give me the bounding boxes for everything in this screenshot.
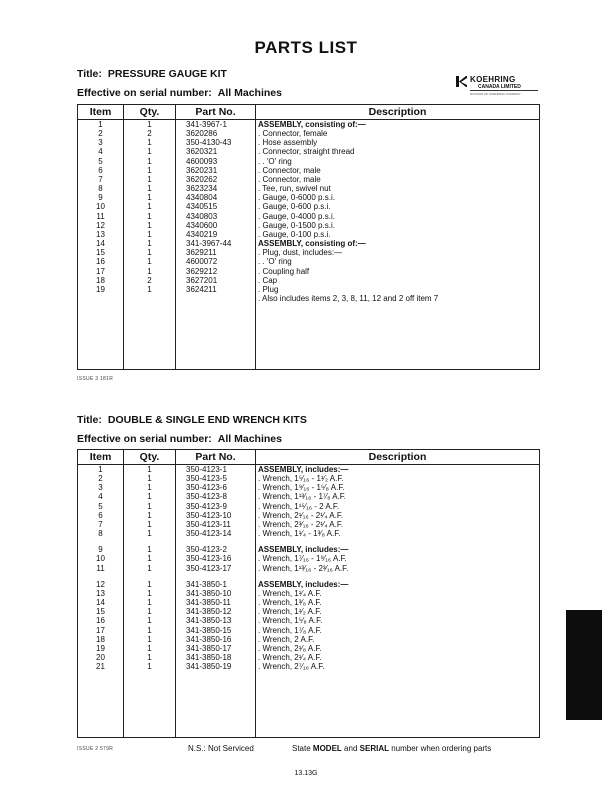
column-header-part-no: Part No.: [176, 450, 256, 465]
table-row: [78, 554, 540, 563]
table-row: [78, 221, 540, 230]
qty-cell: 1: [124, 616, 176, 625]
table-row: [78, 483, 540, 492]
description-cell: . Wrench, 1⁹⁄₁₆ - 1⁵⁄₈ A.F.: [258, 483, 345, 493]
table-row: [78, 502, 540, 511]
qty-cell: 1: [124, 580, 176, 589]
page-number: 13.13G: [294, 770, 318, 777]
item-cell: 7: [78, 175, 124, 184]
qty-cell: 1: [124, 554, 176, 563]
table-row: [78, 175, 540, 184]
item-cell: 9: [78, 545, 124, 554]
table-row: [78, 564, 540, 573]
part-number-cell: 4340803: [176, 212, 256, 221]
description-cell: . Hose assembly: [258, 138, 318, 148]
section2-title: DOUBLE & SINGLE END WRENCH KITS: [107, 414, 307, 426]
table-row: [78, 285, 540, 294]
table-row: [78, 267, 540, 276]
ordering-note: [292, 744, 491, 753]
qty-cell: 1: [124, 635, 176, 644]
item-cell: 14: [78, 598, 124, 607]
part-number-cell: 350-4123-9: [176, 502, 256, 511]
description-cell: . Wrench, 1³⁄₈ A.F.: [258, 598, 322, 608]
qty-cell: 1: [124, 511, 176, 520]
column-header-qty: Qty.: [124, 105, 176, 120]
table-row: [78, 573, 540, 580]
description-cell: . Wrench, 1¹⁄₄ A.F.: [258, 588, 322, 598]
part-number-cell: 3627201: [176, 276, 256, 285]
item-cell: 5: [78, 502, 124, 511]
table-row: [78, 212, 540, 221]
qty-cell: 1: [124, 221, 176, 230]
table-filler-row: [78, 671, 540, 737]
qty-cell: 1: [124, 230, 176, 239]
qty-cell: 1: [124, 175, 176, 184]
description-cell: . Also includes items 2, 3, 8, 11, 12 and 2 off item 7: [258, 293, 439, 303]
table-row: [78, 589, 540, 598]
description-cell: . Wrench, 2³⁄₁₆ - 2¹⁄₄ A.F.: [258, 519, 344, 529]
part-number-cell: 341-3850-1: [176, 580, 256, 589]
filler-cell: [124, 671, 176, 737]
qty-cell: 1: [124, 644, 176, 653]
column-header-item: Item: [78, 105, 124, 120]
part-number-cell: 3620286: [176, 129, 256, 138]
table-row: [78, 520, 540, 529]
part-number-cell: 341-3850-16: [176, 635, 256, 644]
filler-cell: [78, 671, 124, 737]
filler-cell: [124, 303, 176, 369]
description-cell: . Gauge, 0-6000 p.s.i.: [258, 193, 335, 203]
description-cell: . Wrench, 1⁵⁄₁₆ - 1¹⁄₂ A.F.: [258, 474, 344, 484]
item-cell: 18: [78, 276, 124, 285]
item-cell: 7: [78, 520, 124, 529]
qty-cell: 1: [124, 257, 176, 266]
table-row: [78, 653, 540, 662]
table-row: [78, 474, 540, 483]
description-cell: . Gauge, 0-600 p.s.i.: [258, 202, 331, 212]
part-number-cell: 3620231: [176, 166, 256, 175]
section2-issue-code: ISSUE 2 579R: [77, 746, 114, 752]
description-cell: . Wrench, 1¹³⁄₁₆ - 2³⁄₁₆ A.F.: [258, 563, 349, 573]
part-number-cell: 341-3850-19: [176, 662, 256, 671]
item-cell: 17: [78, 626, 124, 635]
table-row: [78, 580, 540, 589]
item-cell: 20: [78, 653, 124, 662]
item-cell: 15: [78, 248, 124, 257]
qty-cell: 1: [124, 626, 176, 635]
part-number-cell: 341-3850-15: [176, 626, 256, 635]
part-number-cell: 350-4123-1: [176, 465, 256, 475]
item-cell: 8: [78, 184, 124, 193]
spacer-cell: [124, 538, 176, 545]
table-row: [78, 465, 540, 475]
ordering-note-and: and: [344, 744, 358, 753]
description-cell: . Gauge, 0-100 p.s.i.: [258, 229, 331, 239]
table-row: [78, 492, 540, 501]
description-cell: ASSEMBLY, consisting of:—: [258, 120, 366, 129]
description-cell: . Wrench, 2 A.F.: [258, 634, 315, 644]
column-header-description: Description: [256, 105, 540, 120]
item-cell: 18: [78, 635, 124, 644]
item-cell: 10: [78, 202, 124, 211]
table-row: [78, 276, 540, 285]
part-number-cell: 350-4123-11: [176, 520, 256, 529]
table-row: [78, 616, 540, 625]
spacer-cell: [176, 573, 256, 580]
logo-rule: [470, 90, 538, 91]
part-number-cell: 350-4123-14: [176, 529, 256, 538]
section1-title: PRESSURE GAUGE KIT: [107, 68, 227, 80]
table-row: [78, 529, 540, 538]
table-row: [78, 644, 540, 653]
ordering-note-pre: State: [292, 744, 311, 753]
description-cell: . Connector, male: [258, 165, 321, 175]
item-cell: 4: [78, 492, 124, 501]
qty-cell: 1: [124, 239, 176, 248]
item-cell: 21: [78, 662, 124, 671]
item-cell: 19: [78, 644, 124, 653]
item-cell: 12: [78, 580, 124, 589]
description-cell: . Wrench, 1⁷⁄₁₆ - 1⁹⁄₁₆ A.F.: [258, 554, 347, 564]
item-cell: 1: [78, 120, 124, 130]
description-cell: . Wrench, 2¹⁄₈ A.F.: [258, 643, 322, 653]
description-cell: . Plug, dust, includes:—: [258, 248, 343, 258]
item-cell: 11: [78, 212, 124, 221]
table-row: [78, 138, 540, 147]
table-row: [78, 129, 540, 138]
part-number-cell: 341-3967-44: [176, 239, 256, 248]
qty-cell: 1: [124, 492, 176, 501]
item-cell: 16: [78, 257, 124, 266]
section2-effective: All Machines: [217, 433, 282, 445]
qty-cell: [124, 294, 176, 303]
qty-cell: 1: [124, 184, 176, 193]
spacer-cell: [78, 538, 124, 545]
table-row: [78, 248, 540, 257]
item-cell: 1: [78, 465, 124, 475]
description-cell: . Tee, run, swivel nut: [258, 184, 331, 194]
logo-subtitle: CANADA LIMITED: [478, 84, 521, 90]
description-cell: . Wrench, 2⁷⁄₁₆ A.F.: [258, 662, 325, 672]
qty-cell: 1: [124, 520, 176, 529]
table-row: [78, 202, 540, 211]
item-cell: 6: [78, 511, 124, 520]
description-cell: ASSEMBLY, includes:—: [258, 545, 349, 555]
item-cell: 5: [78, 157, 124, 166]
table-row: [78, 147, 540, 156]
table-row: [78, 598, 540, 607]
qty-cell: 1: [124, 529, 176, 538]
koehring-logo-icon: [456, 76, 467, 87]
part-number-cell: 341-3850-13: [176, 616, 256, 625]
ordering-note-serial: SERIAL: [359, 744, 389, 753]
part-number-cell: 350-4123-2: [176, 545, 256, 554]
title-label: Title:: [77, 68, 102, 80]
qty-cell: 1: [124, 285, 176, 294]
part-number-cell: 341-3850-17: [176, 644, 256, 653]
table-row: [78, 626, 540, 635]
section-tab-marker: [566, 610, 602, 720]
qty-cell: 1: [124, 589, 176, 598]
table-row: [78, 662, 540, 671]
column-header-qty: Qty.: [124, 450, 176, 465]
part-number-cell: 4600093: [176, 157, 256, 166]
column-header-description: Description: [256, 450, 540, 465]
table-row: [78, 230, 540, 239]
part-number-cell: 341-3850-11: [176, 598, 256, 607]
qty-cell: 1: [124, 166, 176, 175]
description-cell: . Plug: [258, 284, 279, 294]
column-header-part-no: Part No.: [176, 105, 256, 120]
item-cell: 10: [78, 554, 124, 563]
description-cell: . Wrench, 2¹⁄₄ A.F.: [258, 652, 322, 662]
part-number-cell: 4340600: [176, 221, 256, 230]
item-cell: 2: [78, 129, 124, 138]
not-serviced-note: N.S.: Not Serviced: [188, 744, 254, 753]
part-number-cell: 3620262: [176, 175, 256, 184]
item-cell: 3: [78, 483, 124, 492]
description-cell: ASSEMBLY, consisting of:—: [258, 239, 366, 249]
item-cell: 15: [78, 607, 124, 616]
part-number-cell: 3620321: [176, 147, 256, 156]
item-cell: 13: [78, 230, 124, 239]
description-cell: . Wrench, 1¹⁄₂ A.F.: [258, 607, 322, 617]
part-number-cell: 4340219: [176, 230, 256, 239]
item-cell: 4: [78, 147, 124, 156]
qty-cell: 2: [124, 276, 176, 285]
description-cell: . Cap: [258, 275, 278, 285]
description-cell: . Wrench, 1¹³⁄₁₆ - 1⁷⁄₈ A.F.: [258, 492, 347, 502]
part-number-cell: 350-4123-10: [176, 511, 256, 520]
filler-cell: [256, 671, 540, 737]
table-row: [78, 635, 540, 644]
qty-cell: 1: [124, 138, 176, 147]
table-row: [78, 166, 540, 175]
table-row: [78, 193, 540, 202]
part-number-cell: 3629212: [176, 267, 256, 276]
part-number-cell: 4600072: [176, 257, 256, 266]
description-cell: . . 'O' ring: [258, 257, 292, 267]
effective-label: Effective on serial number:: [77, 87, 212, 99]
part-number-cell: 3624211: [176, 285, 256, 294]
description-cell: ASSEMBLY, includes:—: [258, 579, 349, 589]
qty-cell: 1: [124, 662, 176, 671]
filler-cell: [176, 671, 256, 737]
part-number-cell: [176, 294, 256, 303]
table-row: [78, 294, 540, 303]
qty-cell: 1: [124, 465, 176, 475]
item-cell: 3: [78, 138, 124, 147]
spacer-cell: [78, 573, 124, 580]
qty-cell: 1: [124, 120, 176, 130]
item-cell: 12: [78, 221, 124, 230]
column-header-item: Item: [78, 450, 124, 465]
spacer-cell: [256, 538, 540, 545]
section1-issue-code: ISSUE 3 181R: [77, 376, 114, 382]
qty-cell: 1: [124, 474, 176, 483]
qty-cell: 1: [124, 564, 176, 573]
part-number-cell: 341-3850-18: [176, 653, 256, 662]
part-number-cell: 350-4123-6: [176, 483, 256, 492]
description-cell: . . 'O' ring: [258, 156, 292, 166]
section2-title-line: [77, 414, 307, 426]
ordering-note-post: number when ordering parts: [391, 744, 492, 753]
part-number-cell: 4340804: [176, 193, 256, 202]
section2-parts-table: [77, 449, 540, 738]
qty-cell: 1: [124, 248, 176, 257]
item-cell: 8: [78, 529, 124, 538]
filler-cell: [256, 303, 540, 369]
item-cell: 6: [78, 166, 124, 175]
filler-cell: [78, 303, 124, 369]
table-row: [78, 607, 540, 616]
table-row: [78, 184, 540, 193]
part-number-cell: 350-4123-8: [176, 492, 256, 501]
qty-cell: 1: [124, 598, 176, 607]
item-cell: 16: [78, 616, 124, 625]
table-filler-row: [78, 303, 540, 369]
part-number-cell: 341-3850-10: [176, 589, 256, 598]
effective-label: Effective on serial number:: [77, 433, 212, 445]
part-number-cell: 3629211: [176, 248, 256, 257]
table-row: [78, 239, 540, 248]
filler-cell: [176, 303, 256, 369]
item-cell: 13: [78, 589, 124, 598]
table-row: [78, 538, 540, 545]
table-row: [78, 157, 540, 166]
description-cell: . Wrench, 1⁵⁄₈ A.F.: [258, 616, 323, 626]
description-cell: . Gauge, 0-4000 p.s.i.: [258, 211, 335, 221]
item-cell: 9: [78, 193, 124, 202]
section2-effective-line: [77, 433, 282, 445]
item-cell: 14: [78, 239, 124, 248]
qty-cell: 1: [124, 607, 176, 616]
description-cell: . Wrench, 1⁷⁄₈ A.F.: [258, 625, 322, 635]
item-cell: 11: [78, 564, 124, 573]
description-cell: ASSEMBLY, includes:—: [258, 465, 349, 474]
qty-cell: 1: [124, 157, 176, 166]
qty-cell: 1: [124, 502, 176, 511]
description-cell: . Wrench, 1¹⁄₄ - 1³⁄₈ A.F.: [258, 529, 341, 539]
spacer-cell: [256, 573, 540, 580]
qty-cell: 2: [124, 129, 176, 138]
table-row: [78, 511, 540, 520]
logo-tagline: DIVISION OF KOEHRING COMPANY: [470, 92, 521, 96]
spacer-cell: [124, 573, 176, 580]
spacer-cell: [176, 538, 256, 545]
ordering-note-model: MODEL: [312, 744, 342, 753]
table-row: [78, 257, 540, 266]
item-cell: 17: [78, 267, 124, 276]
page-title: PARTS LIST: [254, 38, 358, 57]
part-number-cell: 350-4123-5: [176, 474, 256, 483]
description-cell: . Gauge, 0-1500 p.s.i.: [258, 220, 335, 230]
item-cell: 19: [78, 285, 124, 294]
qty-cell: 1: [124, 545, 176, 554]
section1-effective-line: [77, 87, 282, 99]
qty-cell: 1: [124, 212, 176, 221]
table-row: [78, 120, 540, 130]
qty-cell: 1: [124, 653, 176, 662]
description-cell: . Wrench, 1¹⁵⁄₁₆ - 2 A.F.: [258, 501, 340, 511]
qty-cell: 1: [124, 147, 176, 156]
part-number-cell: 341-3850-12: [176, 607, 256, 616]
part-number-cell: 350-4123-17: [176, 564, 256, 573]
qty-cell: 1: [124, 267, 176, 276]
section1-parts-table: [77, 104, 540, 370]
section1-title-line: [77, 68, 227, 80]
item-cell: 2: [78, 474, 124, 483]
section1-effective: All Machines: [217, 87, 282, 99]
item-cell: [78, 294, 124, 303]
description-cell: . Connector, straight thread: [258, 147, 355, 157]
part-number-cell: 350-4123-16: [176, 554, 256, 563]
part-number-cell: 4340515: [176, 202, 256, 211]
qty-cell: 1: [124, 483, 176, 492]
qty-cell: 1: [124, 202, 176, 211]
description-cell: . Connector, female: [258, 129, 328, 139]
part-number-cell: 350-4130-43: [176, 138, 256, 147]
title-label: Title:: [77, 414, 102, 426]
qty-cell: 1: [124, 193, 176, 202]
table-row: [78, 545, 540, 554]
part-number-cell: 3623234: [176, 184, 256, 193]
logo-name: KOEHRING: [470, 75, 516, 84]
description-cell: . Connector, male: [258, 174, 321, 184]
description-cell: . Wrench, 2¹⁄₁₆ - 2¹⁄₄ A.F.: [258, 510, 344, 520]
description-cell: . Coupling half: [258, 266, 310, 276]
part-number-cell: 341-3967-1: [176, 120, 256, 130]
